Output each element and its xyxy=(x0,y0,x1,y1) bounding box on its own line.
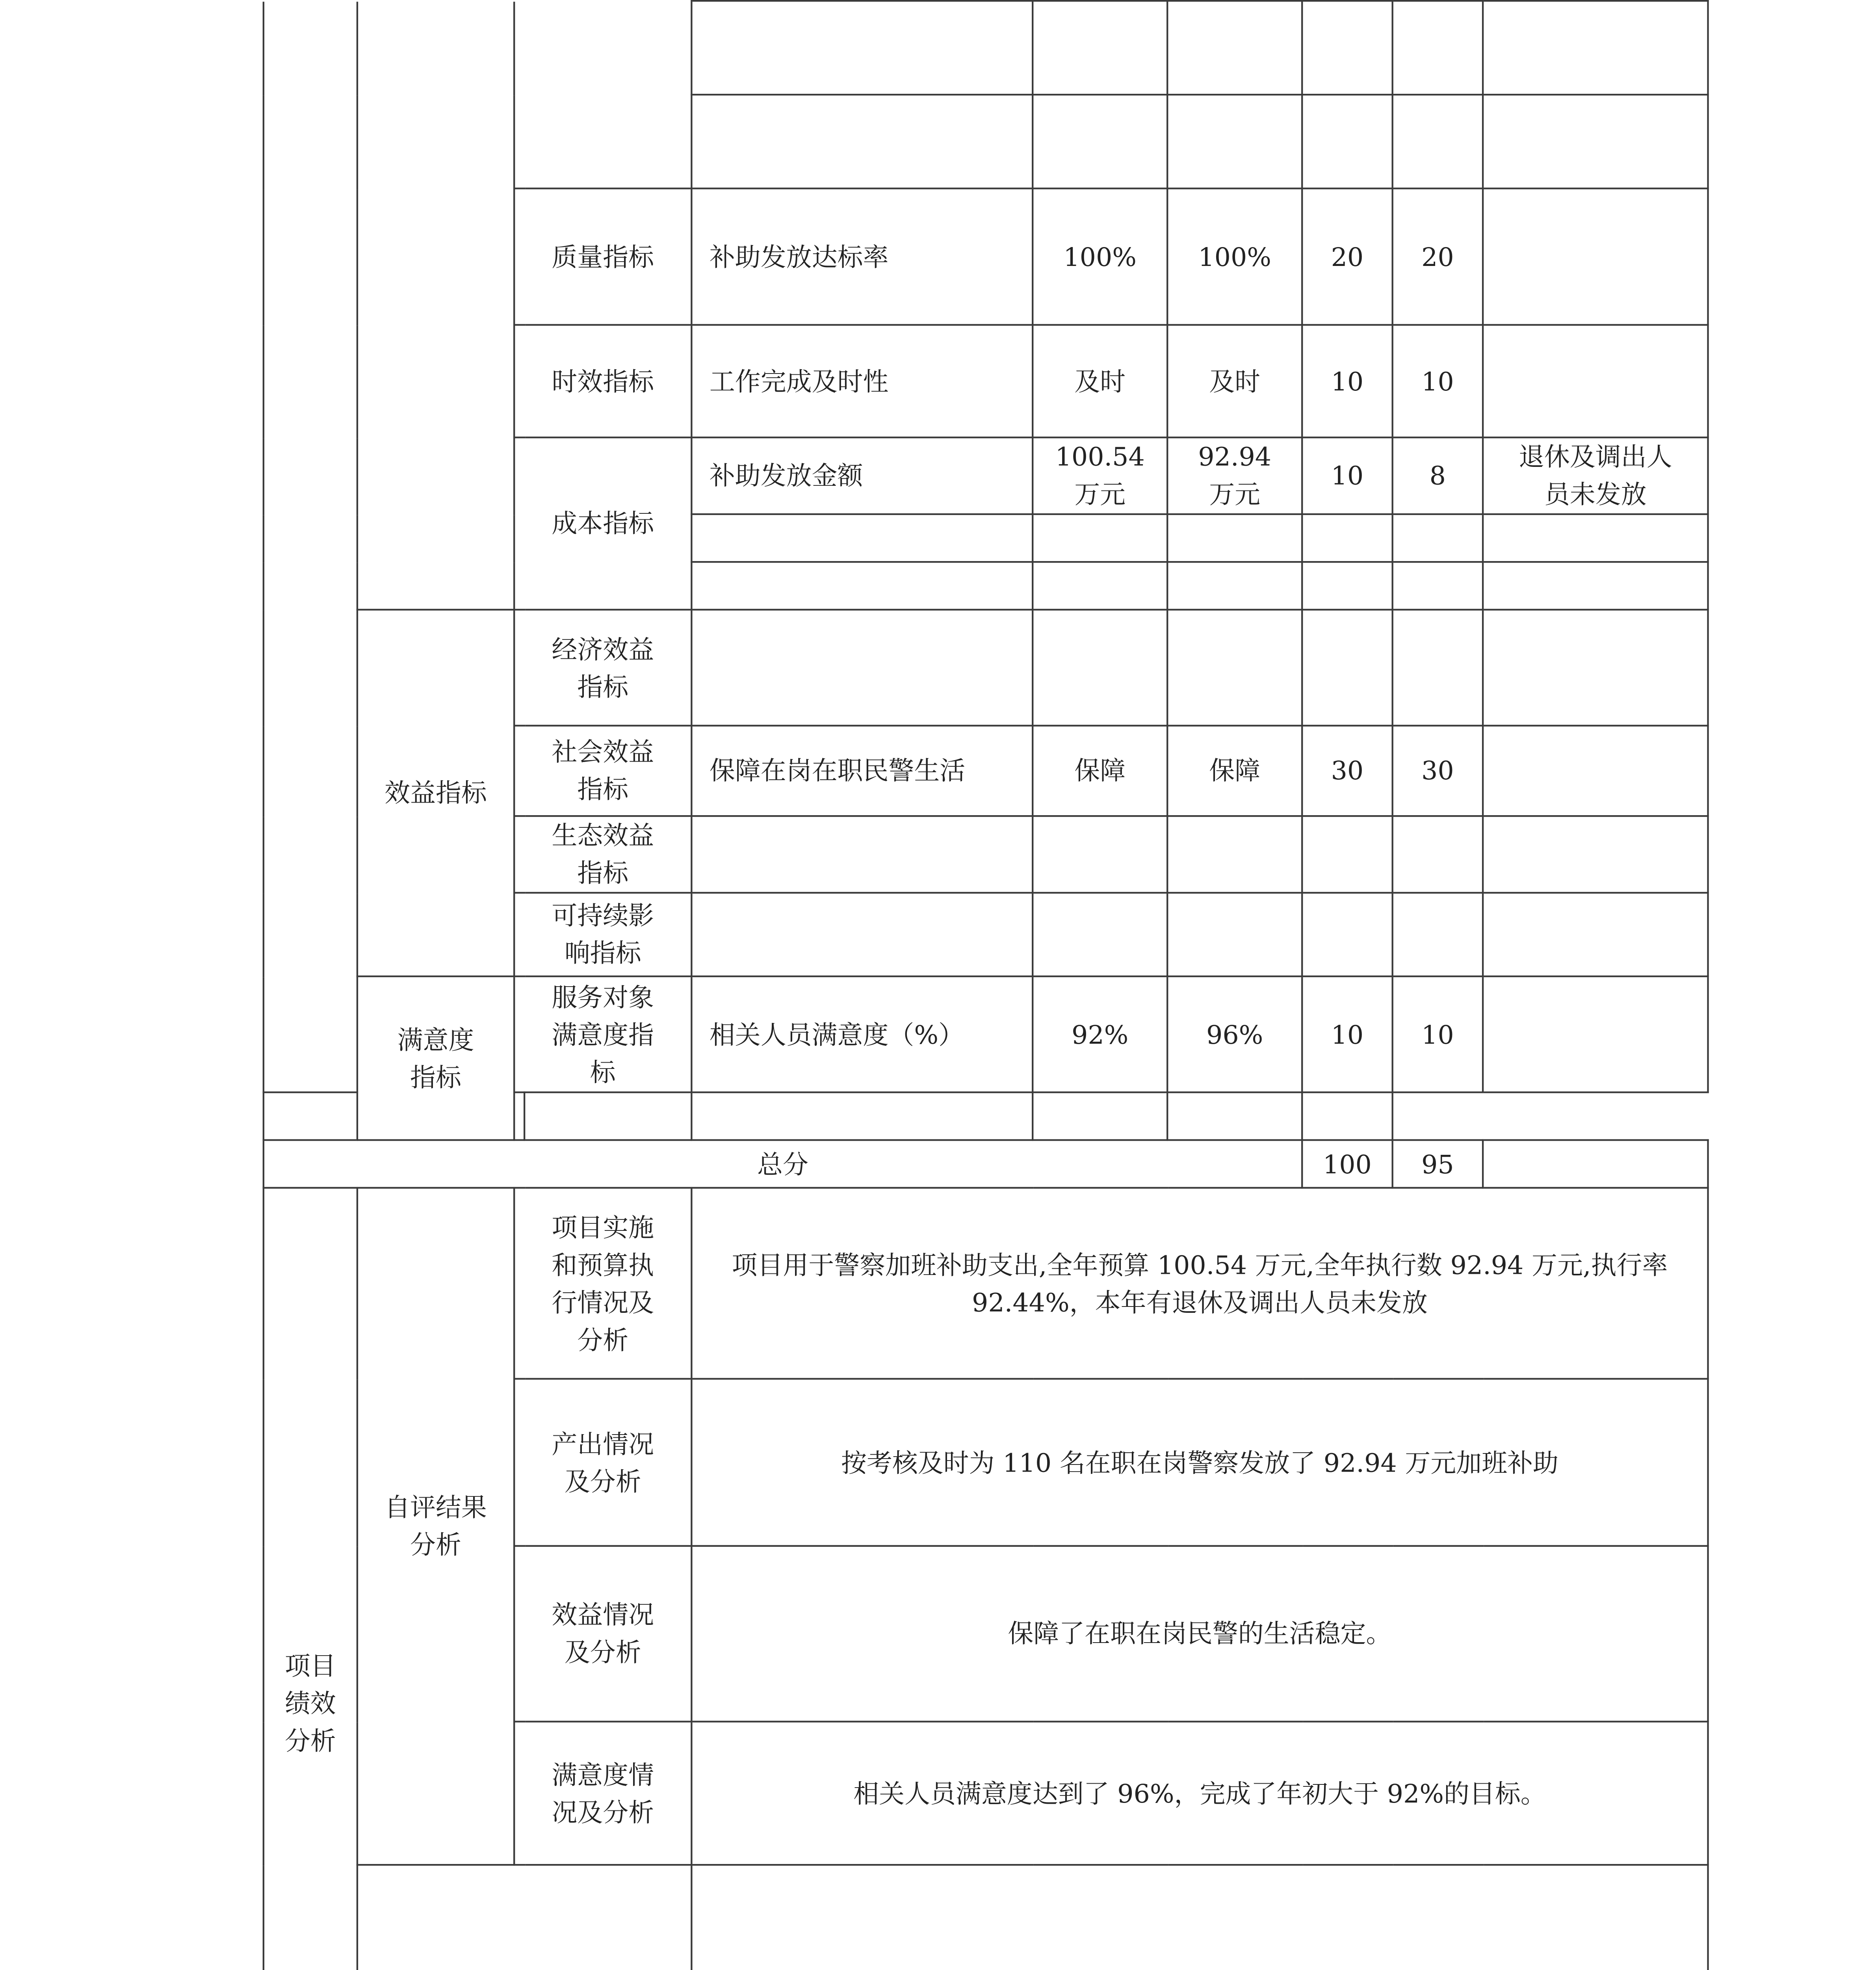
score-value: 30 xyxy=(1393,726,1483,816)
actual-value: 保障 xyxy=(1167,726,1302,816)
left-col-spacer xyxy=(264,1,357,1092)
empty-cell xyxy=(1033,893,1167,976)
empty-cell xyxy=(1393,893,1483,976)
empty-cell xyxy=(1167,562,1302,610)
label-line: 行情况及 xyxy=(552,1286,654,1318)
empty-cell xyxy=(1167,816,1302,893)
weight-value: 10 xyxy=(1302,437,1392,514)
empty-cell xyxy=(691,1,1033,95)
label-line: 分析 xyxy=(410,1530,461,1561)
output-analysis-text: 按考核及时为 110 名在职在岗警察发放了 92.94 万元加班补助 xyxy=(691,1379,1708,1546)
empty-cell xyxy=(1302,514,1392,562)
score-value: 10 xyxy=(1393,325,1483,438)
label-line: 效益情况 xyxy=(552,1600,654,1630)
empty-cell xyxy=(1033,514,1167,562)
table-row xyxy=(264,976,1708,1092)
label-line: 产出情况 xyxy=(552,1428,654,1459)
empty-cell xyxy=(514,1092,524,1140)
indicator-item: 工作完成及时性 xyxy=(691,325,1033,438)
actual-value: 100% xyxy=(1167,188,1302,325)
label-line: 和预算执 xyxy=(552,1249,654,1280)
budget-analysis-text: 项目用于警察加班补助支出,全年预算 100.54 万元,全年执行数 92.94 万元,执行率 92.44%，本年有退休及调出人员未发放 xyxy=(691,1188,1708,1379)
quantity-cell xyxy=(514,1,691,188)
empty-cell xyxy=(1393,1,1483,95)
empty-cell xyxy=(1302,610,1392,725)
empty-cell xyxy=(1393,514,1483,562)
satisfaction-analysis-label xyxy=(514,1722,691,1865)
output-group-cell xyxy=(357,1,514,610)
empty-cell xyxy=(1167,95,1302,188)
weight-value: 30 xyxy=(1302,726,1392,816)
empty-cell xyxy=(1167,514,1302,562)
indicator-name: 成本指标 xyxy=(514,437,691,610)
empty-cell xyxy=(1483,1140,1708,1188)
empty-cell xyxy=(1483,816,1708,893)
empty-cell xyxy=(524,1092,691,1140)
target-amount: 100.54 xyxy=(1055,442,1145,472)
benefit-analysis-label xyxy=(514,1546,691,1722)
empty-cell xyxy=(691,893,1033,976)
indicator-item: 相关人员满意度（%） xyxy=(691,976,1033,1092)
empty-cell xyxy=(691,562,1033,610)
experience-label xyxy=(357,1865,691,1970)
label-line: 满意度指 xyxy=(552,1019,654,1050)
label-line: 指标 xyxy=(577,858,629,889)
indicator-name xyxy=(514,816,691,893)
empty-cell xyxy=(1302,1092,1392,1140)
empty-cell xyxy=(1302,893,1392,976)
empty-cell xyxy=(691,514,1033,562)
indicator-name xyxy=(514,726,691,816)
empty-cell xyxy=(1167,1092,1302,1140)
note-cell xyxy=(1483,437,1708,514)
label-line: 及分析 xyxy=(564,1637,641,1668)
weight-value: 10 xyxy=(1302,325,1392,438)
indicator-item: 补助发放金额 xyxy=(691,437,1033,514)
note-line: 员未发放 xyxy=(1544,479,1647,510)
label-line: 服务对象 xyxy=(552,981,654,1012)
label-line: 响指标 xyxy=(564,938,641,969)
empty-cell xyxy=(1033,816,1167,893)
note-cell xyxy=(1483,188,1708,325)
note-cell xyxy=(1483,976,1708,1092)
table-row xyxy=(264,1092,1708,1140)
score-value: 10 xyxy=(1393,976,1483,1092)
weight-value: 10 xyxy=(1302,976,1392,1092)
performance-table xyxy=(263,0,1709,1970)
label-line: 可持续影 xyxy=(552,900,654,931)
empty-cell xyxy=(1483,95,1708,188)
empty-cell xyxy=(1393,610,1483,725)
score-value: 20 xyxy=(1393,188,1483,325)
actual-value: 及时 xyxy=(1167,325,1302,438)
empty-cell xyxy=(1302,816,1392,893)
empty-cell xyxy=(1302,562,1392,610)
empty-cell xyxy=(1033,95,1167,188)
total-score: 95 xyxy=(1393,1140,1483,1188)
empty-cell xyxy=(1033,1,1167,95)
total-row xyxy=(264,1140,1708,1188)
actual-unit: 万元 xyxy=(1209,479,1261,510)
label-line: 自评结果 xyxy=(384,1492,487,1523)
actual-amount: 92.94 xyxy=(1198,442,1272,472)
indicator-name xyxy=(514,976,691,1092)
indicator-item: 保障在岗在职民警生活 xyxy=(691,726,1033,816)
actual-value: 96% xyxy=(1167,976,1302,1092)
label-line: 指标 xyxy=(577,671,629,702)
score-value: 8 xyxy=(1393,437,1483,514)
label-line: 况及分析 xyxy=(552,1796,654,1827)
indicator-item: 补助发放达标率 xyxy=(691,188,1033,325)
label-line: 标 xyxy=(590,1056,616,1087)
empty-cell xyxy=(1033,562,1167,610)
table-row xyxy=(264,1865,1708,1970)
indicator-name: 时效指标 xyxy=(514,325,691,438)
empty-cell xyxy=(1483,562,1708,610)
empty-cell xyxy=(1483,1,1708,95)
empty-cell xyxy=(1393,562,1483,610)
label-line: 及分析 xyxy=(564,1466,641,1497)
empty-cell xyxy=(1302,95,1392,188)
empty-cell xyxy=(1393,95,1483,188)
empty-cell xyxy=(691,610,1033,725)
target-value: 92% xyxy=(1033,976,1167,1092)
label-line: 满意度情 xyxy=(552,1759,654,1790)
note-cell xyxy=(1483,325,1708,438)
note-line: 退休及调出人 xyxy=(1518,442,1672,472)
target-value xyxy=(1033,437,1167,514)
target-value: 100% xyxy=(1033,188,1167,325)
empty-cell xyxy=(1033,610,1167,725)
label-line: 生态效益 xyxy=(552,820,654,851)
total-weight: 100 xyxy=(1302,1140,1392,1188)
target-value: 保障 xyxy=(1033,726,1167,816)
indicator-name: 质量指标 xyxy=(514,188,691,325)
total-label: 总分 xyxy=(264,1140,1302,1188)
empty-cell xyxy=(1302,1,1392,95)
label-line: 指标 xyxy=(577,774,629,805)
label-line: 项目实施 xyxy=(552,1212,654,1243)
empty-cell xyxy=(1393,816,1483,893)
satisfaction-analysis-text: 相关人员满意度达到了 96%，完成了年初大于 92%的目标。 xyxy=(691,1722,1708,1865)
experience-text xyxy=(691,1865,1708,1970)
indicator-name xyxy=(514,610,691,725)
label-line: 项目 xyxy=(284,1650,336,1682)
self-eval-label xyxy=(357,1188,514,1865)
empty-cell xyxy=(1167,893,1302,976)
benefit-analysis-text: 保障了在职在岗民警的生活稳定。 xyxy=(691,1546,1708,1722)
empty-cell xyxy=(1167,610,1302,725)
empty-cell xyxy=(264,1092,514,1140)
empty-cell xyxy=(1483,893,1708,976)
note-cell xyxy=(1483,726,1708,816)
table-row xyxy=(264,1188,1708,1379)
output-analysis-label xyxy=(514,1379,691,1546)
target-value: 及时 xyxy=(1033,325,1167,438)
label-line: 满意度 xyxy=(397,1024,474,1055)
empty-cell xyxy=(691,1092,1033,1140)
indicator-name xyxy=(514,893,691,976)
actual-value xyxy=(1167,437,1302,514)
label-line: 分析 xyxy=(284,1726,336,1757)
empty-cell xyxy=(1483,514,1708,562)
label-line: 经济效益 xyxy=(552,634,654,664)
benefit-group-label: 效益指标 xyxy=(357,610,514,976)
analysis-group-label xyxy=(264,1188,357,1970)
table-row xyxy=(264,610,1708,725)
budget-analysis-label xyxy=(514,1188,691,1379)
weight-value: 20 xyxy=(1302,188,1392,325)
empty-cell xyxy=(691,95,1033,188)
empty-cell xyxy=(1167,1,1302,95)
target-unit: 万元 xyxy=(1074,479,1126,510)
empty-cell xyxy=(691,816,1033,893)
empty-cell xyxy=(1033,1092,1167,1140)
empty-cell xyxy=(1483,610,1708,725)
label-line: 指标 xyxy=(410,1061,461,1093)
label-line: 社会效益 xyxy=(552,736,654,768)
table-row xyxy=(264,1,1708,95)
label-line: 分析 xyxy=(577,1324,629,1355)
label-line: 绩效 xyxy=(284,1688,336,1719)
